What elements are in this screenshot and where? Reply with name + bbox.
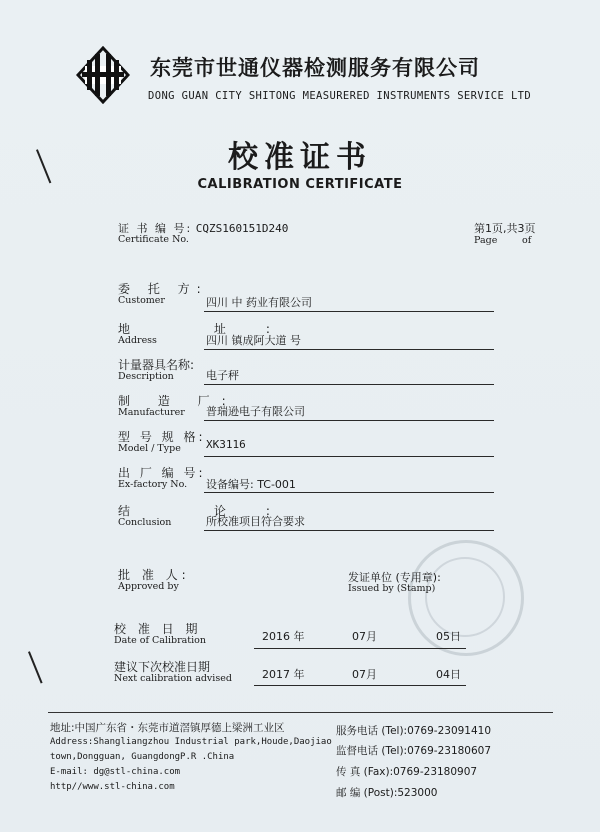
footer-address-cn: 地址:中国广东省・东莞市道滘镇厚德上梁洲工业区: [50, 722, 285, 734]
issued-label-cn: 发证单位 (专用章):: [348, 571, 441, 584]
customer-value: 四川 中 药业有限公司: [206, 296, 312, 309]
calibration-month: 07月: [352, 630, 377, 643]
calibration-year: 2016 年: [262, 630, 305, 643]
description-underline: [204, 384, 494, 385]
company-name-en: DONG GUAN CITY SHITONG MEASURERED INSTRUMENTS SERVICE LTD: [148, 90, 532, 102]
page-label-of: of: [522, 235, 532, 246]
company-logo-icon: [76, 46, 130, 104]
customer-label-cn: 委 托 方:: [118, 282, 208, 296]
manufacturer-label-cn: 制 造 厂:: [118, 394, 238, 408]
next-date-underline: [254, 685, 466, 686]
conclusion-value: 所校准项目符合要求: [206, 515, 305, 528]
conclusion-underline: [204, 530, 494, 531]
model-value: XK3116: [206, 438, 246, 451]
next-day: 04日: [436, 668, 461, 681]
certificate-number: CQZS160151D240: [195, 222, 289, 235]
certificate-label-cn: 证 书 编 号:: [118, 222, 193, 235]
footer-address-en-1: Address:Shangliangzhou Industrial park,Houde,Daojiao: [50, 737, 332, 747]
page-label-page: Page: [474, 235, 498, 246]
footer-fax: 传 真 (Fax):0769-23180907: [336, 766, 478, 778]
calibration-date-underline: [254, 648, 466, 649]
exfactory-underline: [204, 492, 494, 493]
footer-service-tel: 服务电话 (Tel):0769-23091410: [336, 725, 492, 737]
calibration-date-label-en: Date of Calibration: [114, 635, 206, 646]
exfactory-label-cn: 出 厂 编 号:: [118, 466, 206, 480]
certificate-label-en: Certificate No.: [118, 234, 189, 245]
conclusion-label-cn: 结 论:: [118, 504, 310, 518]
model-underline: [204, 456, 494, 457]
description-label-en: Description: [118, 371, 174, 382]
title-cn: 校准证书: [228, 140, 372, 175]
calibration-day: 05日: [436, 630, 461, 643]
customer-underline: [204, 311, 494, 312]
description-value: 电子秤: [206, 369, 239, 382]
scan-mark-bottom: [28, 651, 43, 683]
address-value: 四川 镇成阿大道 号: [206, 334, 301, 347]
approved-label-cn: 批 准 人:: [118, 568, 190, 582]
footer-postcode: 邮 编 (Post):523000: [336, 787, 438, 799]
exfactory-value: 设备编号: TC-001: [206, 478, 296, 491]
conclusion-label-en: Conclusion: [118, 517, 172, 528]
model-label-en: Model / Type: [118, 443, 181, 454]
customer-label-en: Customer: [118, 295, 165, 306]
title-en: CALIBRATION CERTIFICATE: [197, 177, 403, 192]
official-stamp: [408, 540, 524, 656]
footer-supervise-tel: 监督电话 (Tel):0769-23180607: [336, 745, 492, 757]
company-name-cn: 东莞市世通仪器检测服务有限公司: [150, 55, 480, 80]
next-month: 07月: [352, 668, 377, 681]
calibration-date-label-cn: 校 准 日 期: [114, 622, 202, 636]
next-year: 2017 年: [262, 668, 305, 681]
footer-address-en-2: town,Dongguan, GuangdongP.R .China: [50, 752, 235, 762]
approved-label-en: Approved by: [118, 581, 179, 592]
description-label-cn: 计量器具名称:: [118, 358, 195, 372]
address-label-en: Address: [118, 335, 157, 346]
address-label-cn: 地 址:: [118, 322, 310, 336]
next-date-label-cn: 建议下次校准日期: [114, 660, 211, 674]
page-count-cn: 第1页,共3页: [474, 222, 536, 235]
manufacturer-label-en: Manufacturer: [118, 407, 185, 418]
issued-label-en: Issued by (Stamp): [348, 583, 436, 594]
next-date-label-en: Next calibration advised: [114, 673, 232, 684]
model-label-cn: 型 号 规 格:: [118, 430, 206, 444]
exfactory-label-en: Ex-factory No.: [118, 479, 188, 490]
footer-website: http//www.stl-china.com: [50, 782, 175, 792]
footer-email: E-mail: dg@stl-china.com: [50, 767, 181, 777]
manufacturer-underline: [204, 420, 494, 421]
address-underline: [204, 349, 494, 350]
manufacturer-value: 普瑞逊电子有限公司: [206, 405, 305, 418]
footer-divider: [48, 712, 553, 713]
